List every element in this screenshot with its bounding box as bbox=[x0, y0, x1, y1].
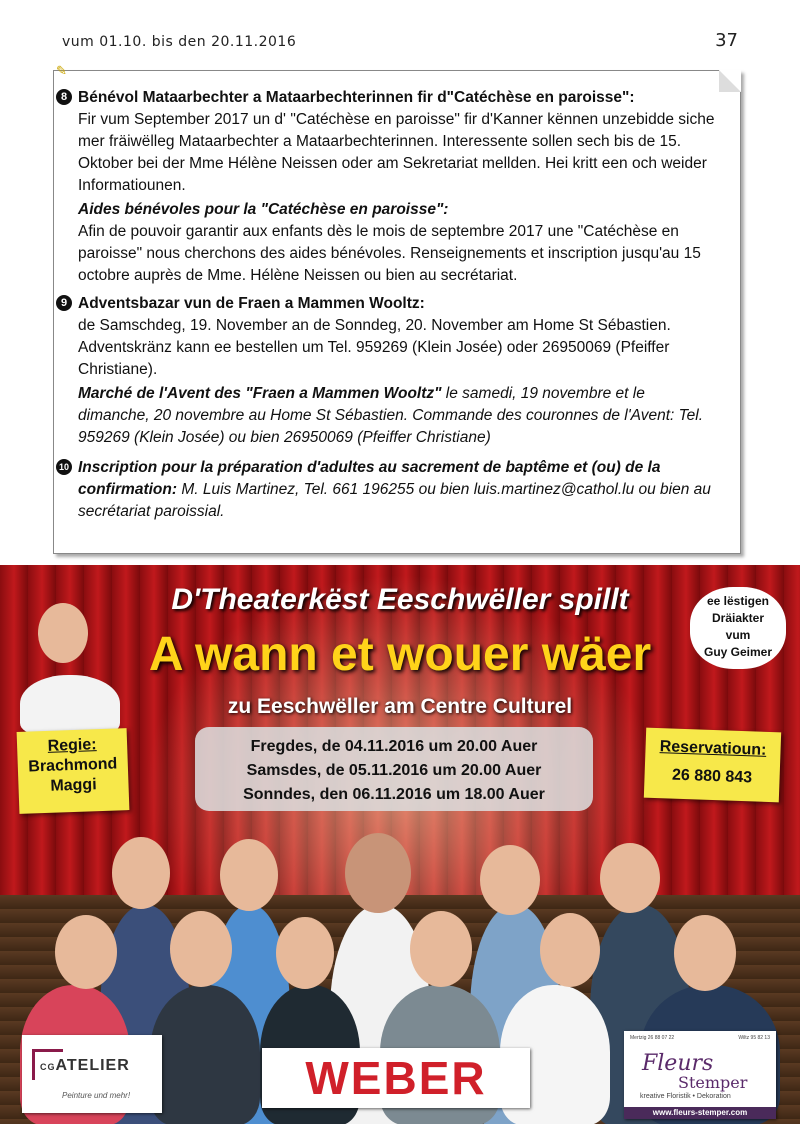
cast-head bbox=[345, 833, 411, 913]
performance-date: Samsdes, de 05.11.2016 um 20.00 Auer bbox=[246, 762, 542, 779]
header-date-range: vum 01.10. bis den 20.11.2016 bbox=[62, 34, 297, 50]
item-title-fr: Marché de l'Avent des "Fraen a Mammen Wooltz" bbox=[78, 385, 442, 402]
bubble-line: Guy Geimer bbox=[703, 645, 773, 659]
announcement-item-10 bbox=[58, 457, 718, 523]
item-number-badge: 8 bbox=[56, 89, 72, 105]
ad-subtitle: zu Eeschwëller am Centre Culturel bbox=[227, 695, 573, 718]
item-number-badge: 9 bbox=[56, 295, 72, 311]
ad-title-line1: D'Theaterkëst Eeschwëller spillt bbox=[171, 583, 629, 616]
cg-logo-text bbox=[40, 1057, 130, 1075]
ad-title-main: A wann et wouer wäer bbox=[148, 628, 652, 681]
fleurs-phone-mertzig: Mertzig 26 88 07 22 bbox=[630, 1035, 675, 1041]
fleurs-stemper-logo bbox=[624, 1031, 776, 1119]
item-fr-paragraph bbox=[78, 383, 718, 449]
regie-name: Brachmond bbox=[28, 755, 118, 776]
performance-date: Sonndes, den 06.11.2016 um 18.00 Auer bbox=[243, 786, 545, 803]
cg-tagline: Peinture und mehr! bbox=[62, 1091, 131, 1100]
item-title-fr: Aides bénévoles pour la "Catéchèse en paroisse": bbox=[78, 201, 449, 218]
cast-head bbox=[410, 911, 472, 987]
announcement-item-8 bbox=[60, 87, 718, 287]
cg-name: ATELIER bbox=[55, 1057, 130, 1074]
pin-icon: ✎ bbox=[56, 63, 67, 78]
item-number-badge: 10 bbox=[56, 459, 72, 475]
item-body-lu: Fir vum September 2017 un d' "Catéchèse en paroisse" fir d'Kanner kënnen unzebidde siche mer fräiwëlleg Mataarbechter a Mataarbechterinnen. Interessente sollen sech bis de 15. Oktober bei der Mme Hélène Neissen oder am Sekretariat mellden. Hei kritt een och weider Informatiounen. bbox=[78, 111, 715, 194]
regie-note bbox=[17, 728, 130, 814]
cast-head bbox=[276, 917, 334, 989]
cast-head bbox=[600, 843, 660, 913]
bubble-line: ee lëstigen bbox=[706, 594, 770, 608]
item-body-fr: Afin de pouvoir garantir aux enfants dès le mois de septembre 2017 une "Catéchèse en paroisse" nous cherchons des aides bénévoles. Renseignements et inscription jusqu'au 15 octobre auprès de Mme. Hélène Neissen ou bien au secrétariat. bbox=[78, 223, 701, 284]
item-title: Adventsbazar vun de Fraen a Mammen Wooltz: bbox=[78, 295, 425, 312]
cast-head bbox=[540, 913, 600, 987]
performance-dates-panel bbox=[195, 727, 593, 811]
cast-head bbox=[220, 839, 278, 911]
reservation-label: Reservatioun: bbox=[659, 738, 767, 759]
regie-name: Maggi bbox=[50, 776, 97, 795]
item-body-fr: le samedi, 19 novembre et le dimanche, 20 novembre au Home St Sébastien. Commande des couronnes de l'Avent: Tel. 959269 (Klein Josée) ou bien 26950069 (Pfeiffer Christiane) bbox=[78, 385, 704, 446]
page-number: 37 bbox=[715, 30, 738, 51]
cast-head bbox=[170, 911, 232, 987]
cast-head bbox=[480, 845, 540, 915]
item-body: M. Luis Martinez, Tel. 661 196255 ou bien luis.martinez@cathol.lu ou bien au secrétariat paroissial. bbox=[78, 481, 711, 520]
fleurs-phone-wiltz: Wiltz 95 82 13 bbox=[738, 1035, 770, 1041]
cast-head bbox=[55, 915, 117, 989]
bubble-line: vum bbox=[725, 628, 751, 642]
bubble-line: Dräiakter bbox=[711, 611, 765, 625]
fleurs-url: www.fleurs-stemper.com bbox=[624, 1107, 776, 1119]
speech-bubble bbox=[690, 587, 786, 669]
fleurs-tagline: kreative Floristik • Dekoration bbox=[640, 1093, 731, 1100]
theater-advertisement bbox=[0, 565, 800, 1124]
fleurs-name: Fleurs bbox=[642, 1051, 714, 1076]
reservation-phone: 26 880 843 bbox=[671, 766, 753, 787]
cast-head bbox=[674, 915, 736, 991]
fleurs-name2: Stemper bbox=[678, 1073, 748, 1092]
cg-atelier-logo bbox=[22, 1035, 162, 1113]
item-title: Bénévol Mataarbechter a Mataarbechterinnen fir d"Catéchèse en paroisse": bbox=[78, 89, 635, 106]
reservation-note bbox=[644, 728, 781, 803]
item-title: Inscription pour la préparation d'adultes au sacrement de baptême et (ou) de la confirmation: bbox=[78, 459, 661, 498]
announcement-item-9 bbox=[60, 293, 718, 449]
weber-logo: WEBER bbox=[262, 1048, 530, 1108]
announcement-box bbox=[53, 63, 741, 554]
cast-head bbox=[112, 837, 170, 909]
performance-date: Fregdes, de 04.11.2016 um 20.00 Auer bbox=[250, 738, 538, 755]
cast-member bbox=[150, 985, 260, 1124]
regie-label: Regie: bbox=[47, 736, 97, 755]
page-fold-corner bbox=[719, 70, 741, 92]
item-body-lu: de Samschdeg, 19. November an de Sonndeg, 20. November am Home St Sébastien. Adventskränz kann ee bestellen um Tel. 959269 (Klein Josée) oder 26950069 (Pfeiffer Christiane). bbox=[78, 317, 671, 378]
cg-prefix: CG bbox=[40, 1062, 56, 1072]
